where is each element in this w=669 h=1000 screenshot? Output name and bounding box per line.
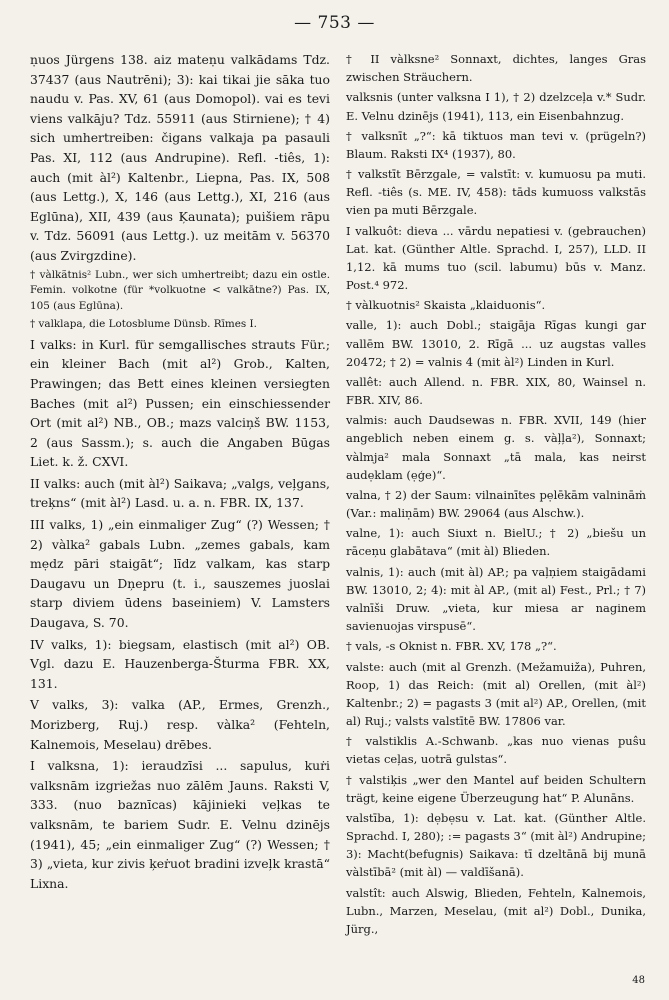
dictionary-entry: valna, † 2) der Saum: vilnainītes pẹlēkām valnināṁ (Var.: maliṇām) BW. 29064 (aus Alschw.). (346, 487, 646, 521)
dictionary-entry: IV valks, 1): biegsam, elastisch (mit al²) OB. Vgl. dazu E. Hauzenberga-Šturma FBR. XX, 131. (30, 636, 330, 691)
dictionary-entry: † II vàlksne² Sonnaxt, dichtes, langes Gras zwischen Sträuchern. (346, 52, 646, 85)
dictionary-entry: † vàlkuotnis² Skaista „klaiduonis“. (346, 298, 546, 313)
dictionary-entry: † valstiklis A.-Schwanb. „kas nuo vienas puŝu vietas ceļas, uotrā gulstas“. (346, 734, 646, 767)
dictionary-entry: † vàlkãtnis² Lubn., wer sich umhertreibt; dazu ein ostle. Femin. volkotne (für *volkuotne < valkātne?) Pas. IX, 105 (aus Eglūna). (30, 268, 330, 313)
dictionary-entry: valste: auch (mit al Grenzh. (Mežamuiža), Puhren, Roop, 1) das Reich: (mit al) Orellen, (mit àl²) Kaltenbr.; 2) = pagasts 3 (mit al²) AP., Orellen, (mit al) Ruj.; valsts valstītē BW. 17806 var. (346, 659, 646, 729)
dictionary-entry: I valkuôt: dieva ... vārdu nepatiesi v. (gebrauchen) Lat. kat. (Günther Altle. Sprachd. I, 257), LLD. II 1,12. kā mums tuo (scil. labumu) būs v. Manz. Post.⁴ 972. (346, 223, 646, 293)
dictionary-entry: III valks, 1) „ein einmaliger Zug“ (?) Wessen; † 2) vàlka² gabals Lubn. „zemes gabals, kam mẹdz pāri staigāt“; līdz valkam, kas starp Daugavu un Dņepru (t. i., sauszemes juoslai starp diviem ūdens baseiniem) V. Lamsters Daugava, S. 70. (30, 517, 330, 631)
dictionary-entry: valksnis (unter valksna I 1), † 2) dzelzceļa v.* Sudr. E. Velnu dzinējs (1941), 113, ein Eisenbahnzug. (346, 90, 646, 123)
right-column (346, 50, 646, 938)
dictionary-entry: † valklapa, die Lotosblume Dünsb. Rīmes I. (30, 317, 257, 330)
dictionary-entry: † valkstīt Bērzgale, = valstīt: v. kumuosu pa muti. Refl. -tiês (s. ME. IV, 458): tāds kumuoss valkstās vien pa muti Bērzgale. (346, 167, 646, 218)
dictionary-entry: I valks: in Kurl. für semgallisches strauts Für.; ein kleiner Bach (mit al²) Grob., Kalten, Prawingen; das Bett eines kleinen versiegten Baches (mit al²) Pussen; ein einschiessender Ort (mit al²) NB., OB.; mazs valciņš BW. 1153, 2 (aus Sassm.); s. auch die Angaben Būgas Liet. k. ž. CXVI. (30, 336, 330, 470)
dictionary-entry: ṇuos Jürgens 138. aiz mateṇu valkādams Tdz. 37437 (aus Nautrēni); 3): kai tikai jie sāka tuo naudu v. Pas. XV, 61 (aus Domopol). vai es tevi viens valkāju? Tdz. 55911 (aus Stirniene); † 4) sich umhertreiben: čigans valkaja pa pasauli Pas. XI, 112 (aus Andrupine). Refl. -tiês, 1): auch (mit àl²) Kaltenbr., Liepna, Pas. IX, 508 (aus Lettg.), X, 146 (aus Lettg.), XI, 216 (aus Eglūna), XII, 439 (aus Ķaunata); puišiem rāpu v. Tdz. 56091 (aus Lettg.). uz meitām v. 56370 (aus Zvirgzdine). (30, 52, 330, 263)
printer-signature: 48 (632, 975, 645, 986)
dictionary-entry: † vals, -s Oknist n. FBR. XV, 178 „?“. (346, 639, 557, 654)
dictionary-entry: valstība, 1): dẹbẹsu v. Lat. kat. (Günther Altle. Sprachd. I, 280); := pagasts 3“ (mit àl²) Andrupine; 3): Macht(befugnis) Saikava: tī dzeltānā bij munā vàlstībā² (mit àl) — valdīšanā). (346, 810, 646, 880)
dictionary-entry: valnis, 1): auch (mit àl) AP.; pa vaļņiem staigādami BW. 13010, 2; 4): mit àl AP., (mit al) Fest., Prl.; † 7) valnīši Druw. „vieta, kur miesa ar naginem savienuojas virspusē“. (346, 564, 646, 634)
dictionary-entry: valne, 1): auch Siuxt n. BielU.; † 2) „biešu un rāceņu glabātava“ (mit àl) Blieden. (346, 526, 646, 559)
left-column (30, 50, 330, 893)
dictionary-entry: vallêt: auch Allend. n. FBR. XIX, 80, Wainsel n. FBR. XIV, 86. (346, 374, 646, 408)
dictionary-entry: valle, 1): auch Dobl.; staigāja Rīgas kungi gar vallēm BW. 13010, 2. Rīgā ... uz augstas valles 20472; † 2) = valnis 4 (mit àl²) Linden in Kurl. (346, 318, 646, 369)
dictionary-entry: I valksna, 1): ieraudzīsi ... sapulus, kuṙi valksnām izgriežas nuo zālēm Jauns. Raksti V, 333. (nuo baznīcas) kājinieki veļkas te valksnām, te bariem Sudr. E. Velnu dzinējs (1941), 45; „ein einmaliger Zug“ (?) Wessen; † 3) „vieta, kur zivis ķeṙuot bradini izveļk krastā“ Lixna. (30, 758, 330, 891)
dictionary-entry: valmis: auch Daudsewas n. FBR. XVII, 149 (hier angeblich neben einem g. s. vàļļa²), Sonnaxt; vàlmja² mala Sonnaxt „tā mala, kas neirst audẹklam (ẹģe)“. (346, 413, 646, 482)
page-number: — 753 — (294, 13, 375, 33)
dictionary-entry: V valks, 3): valka (AP., Ermes, Grenzh., Morizberg, Ruj.) resp. vàlka² (Fehteln, Kalnemois, Meselau) drēbes. (30, 697, 330, 752)
dictionary-entry: II valks: auch (mit àl²) Saikava; „valgs, veļgans, treķns“ (mit àl²) Lasd. u. a. n. FBR. IX, 137. (30, 475, 330, 511)
dictionary-entry: valstît: auch Alswig, Blieden, Fehteln, Kalnemois, Lubn., Marzen, Meselau, (mit al²) Dobl., Dunika, Jürg., (346, 885, 646, 936)
dictionary-entry: † valksnīt „?“: kā tiktuos man tevi v. (prügeln?) Blaum. Raksti IX⁴ (1937), 80. (346, 128, 646, 161)
dictionary-entry: † valstiķis „wer den Mantel auf beiden Schultern trägt, keine eigene Überzeugung hat“ P. Alunāns. (346, 772, 646, 805)
